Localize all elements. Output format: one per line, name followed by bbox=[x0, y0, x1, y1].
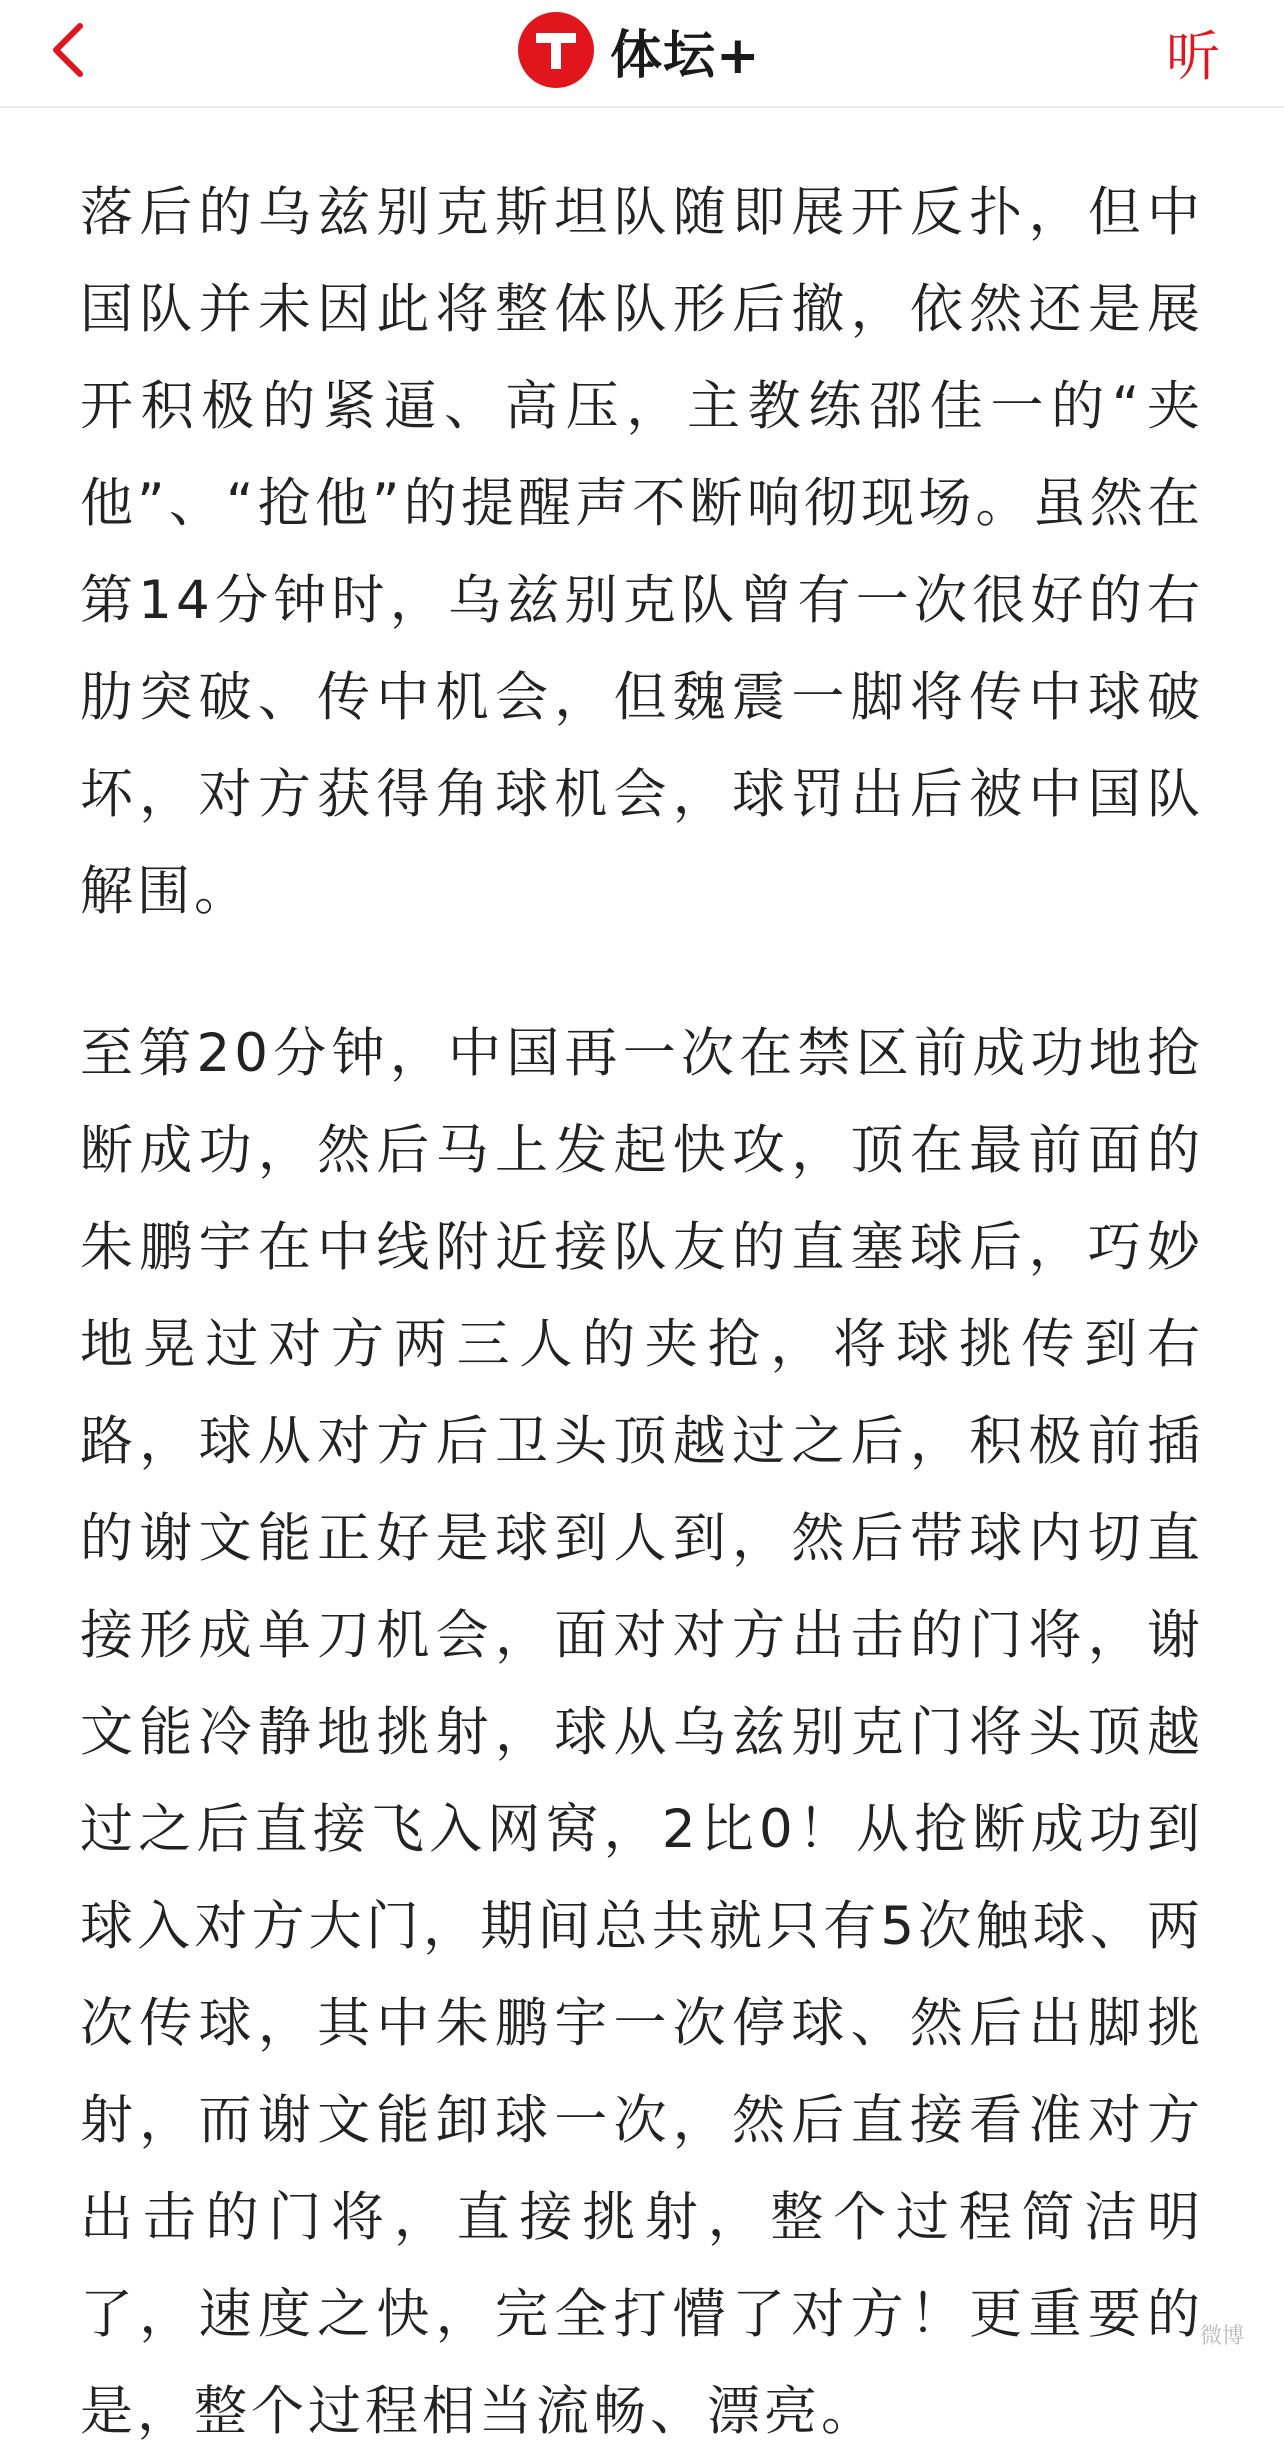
brand bbox=[518, 8, 761, 92]
back-button[interactable] bbox=[36, 18, 100, 82]
brand-name: 体坛+ bbox=[610, 25, 761, 86]
article-body bbox=[80, 164, 1204, 2460]
titan-logo-icon bbox=[518, 12, 594, 88]
article-paragraph: 至第20分钟，中国再一次在禁区前成功地抢断成功，然后马上发起快攻，顶在最前面的朱鹏宇在中线附近接队友的直塞球后，巧妙地晃过对方两三人的夹抢，将球挑传到右路，球从对方后卫头顶越过之后，积极前插的谢文能正好是球到人到，然后带球内切直接形成单刀机会，面对对方出击的门将，谢文能冷静地挑射，球从乌兹别克门将头顶越过之后直接飞入网窝，2比0！从抢断成功到球入对方大门，期间总共就只有5次触球、两次传球，其中朱鹏宇一次停球、然后出脚挑射，而谢文能卸球一次，然后直接看准对方出击的门将，直接挑射，整个过程简洁明了，速度之快，完全打懵了对方！更重要的是，整个过程相当流畅、漂亮。 bbox=[80, 1023, 1204, 2442]
titan-logo-glyph bbox=[530, 24, 582, 76]
watermark: 微博 bbox=[1199, 2324, 1244, 2349]
article-paragraph: 落后的乌兹别克斯坦队随即展开反扑，但中国队并未因此将整体队形后撤，依然还是展开积极的紧逼、高压，主教练邵佳一的“夹他”、“抢他”的提醒声不断响彻现场。虽然在第14分钟时，乌兹别克队曾有一次很好的右肋突破、传中机会，但魏震一脚将传中球破坏，对方获得角球机会，球罚出后被中国队解围。 bbox=[80, 182, 1204, 922]
chevron-left-icon bbox=[48, 20, 88, 80]
listen-button[interactable]: 听 bbox=[1166, 25, 1220, 88]
top-nav-bar bbox=[0, 0, 1284, 108]
